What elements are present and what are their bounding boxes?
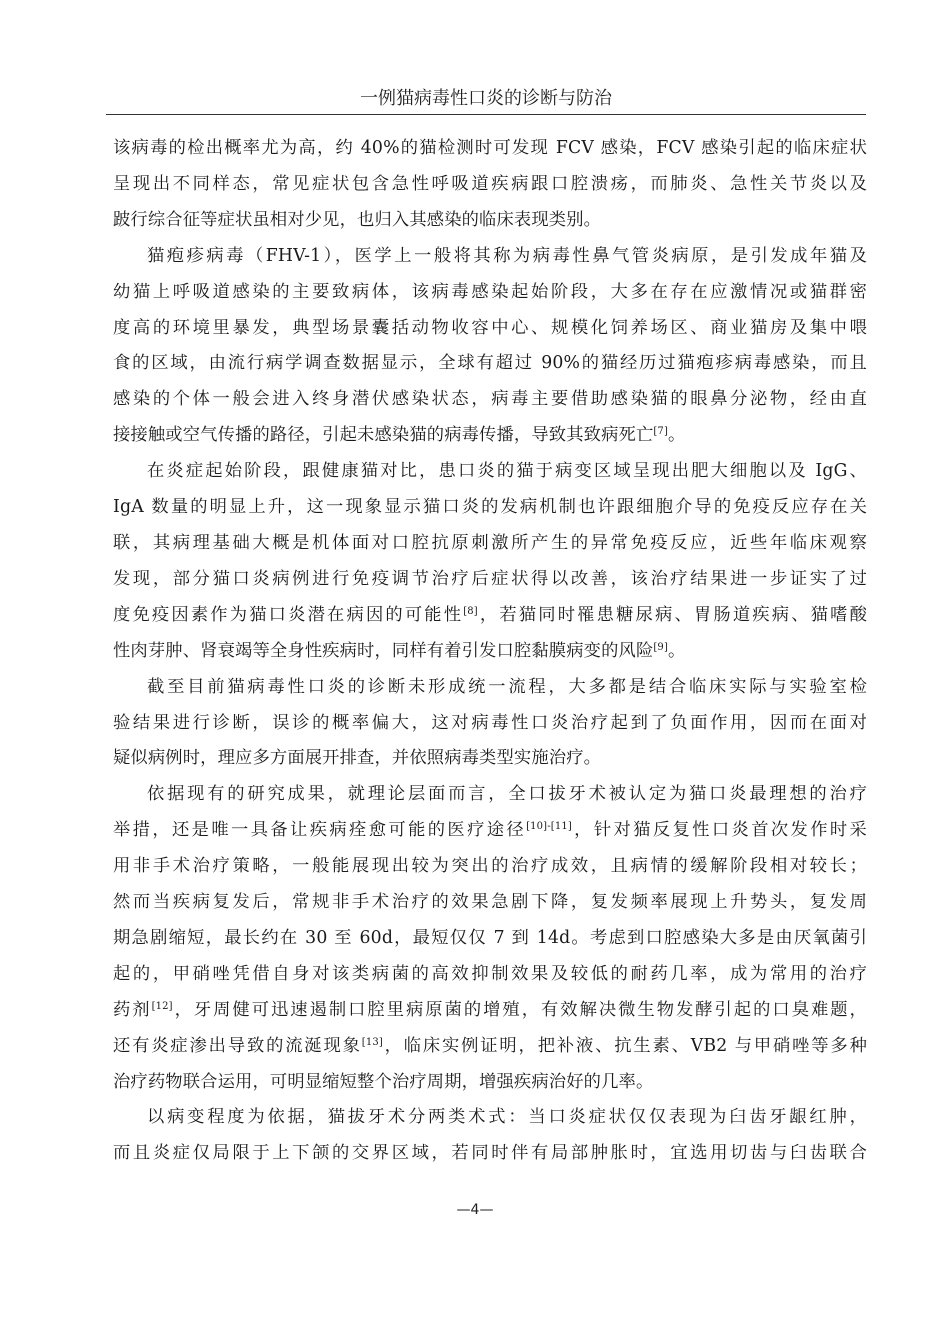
text-line: 接接触或空气传播的路径，引起未感染猫的病毒传播，导致其致病死亡[7]。 <box>113 425 686 446</box>
text-line: 猫疱疹病毒（FHV-1），医学上一般将其称为病毒性鼻气管炎病原，是引发成年猫及 <box>147 245 867 266</box>
text-line: 度高的环境里暴发，典型场景囊括动物收容中心、规模化饲养场区、商业猫房及集中喂 <box>113 317 867 338</box>
text-line: 期急剧缩短，最长约在 30 至 60d，最短仅仅 7 到 14d。考虑到口腔感染大多是由厌氧菌引 <box>113 927 867 948</box>
text-line: 还有炎症渗出导致的流涎现象[13]，临床实例证明，把补液、抗生素、VB2 与甲硝唑等多种 <box>113 1035 867 1056</box>
citation-10-11[interactable]: [10]-[11] <box>526 821 572 833</box>
text-line: 用非手术治疗策略，一般能展现出较为突出的治疗成效，且病情的缓解阶段相对较长； <box>113 856 867 877</box>
text-line: 度免疫因素作为猫口炎潜在病因的可能性[8]，若猫同时罹患糖尿病、胃肠道疾病、猫嗜酸 <box>113 604 867 625</box>
text-line: 跛行综合征等症状虽相对少见，也归入其感染的临床表现类别。 <box>113 209 602 230</box>
paragraph-immune-mechanism <box>113 454 867 669</box>
text-line: 幼猫上呼吸道感染的主要致病体，该病毒感染起始阶段，大多在存在应激情况或猫群密 <box>113 281 867 302</box>
header-divider <box>106 114 866 115</box>
text-line: 起的，甲硝唑凭借自身对该类病菌的高效抑制效果及较低的耐药几率，成为常用的治疗 <box>113 963 867 984</box>
text-line: 性肉芽肿、肾衰竭等全身性疾病时，同样有着引发口腔黏膜病变的风险[9]。 <box>113 640 686 661</box>
text-line: 食的区域，由流行病学调查数据显示，全球有超过 90%的猫经历过猫疱疹病毒感染，而且 <box>113 353 867 374</box>
page-number: —4— <box>456 1202 494 1218</box>
text-line: 而且炎症仅局限于上下颌的交界区域，若同时伴有局部肿胀时，宜选用切齿与臼齿联合 <box>113 1143 867 1164</box>
text-line: 呈现出不同样态，常见症状包含急性呼吸道疾病跟口腔溃疡，而肺炎、急性关节炎以及 <box>113 173 867 194</box>
text-line: 举措，还是唯一具备让疾病痊愈可能的医疗途径[10]-[11]，针对猫反复性口炎首次发作时采 <box>113 820 867 841</box>
text-line: 在炎症起始阶段，跟健康猫对比，患口炎的猫于病变区域呈现出肥大细胞以及 IgG、 <box>147 461 867 482</box>
text-line: 感染的个体一般会进入终身潜伏感染状态，病毒主要借助感染猫的眼鼻分泌物，经由直 <box>113 389 867 410</box>
text-line: 以病变程度为依据，猫拔牙术分两类术式：当口炎症状仅仅表现为臼齿牙龈红肿， <box>147 1107 867 1128</box>
citation-7[interactable]: [7] <box>653 426 668 438</box>
text-line: 发现，部分猫口炎病例进行免疫调节治疗后症状得以改善，该治疗结果进一步证实了过 <box>113 568 867 589</box>
paragraph-fcv-continuation <box>113 131 867 239</box>
text-line: 疑似病例时，理应多方面展开排查，并依照病毒类型实施治疗。 <box>113 748 602 769</box>
running-header-title: 一例猫病毒性口炎的诊断与防治 <box>360 88 612 109</box>
paragraph-diagnosis <box>113 670 867 778</box>
citation-12[interactable]: [12] <box>151 1000 173 1012</box>
text-line: 药剂[12]，牙周健可迅速遏制口腔里病原菌的增殖，有效解决微生物发酵引起的口臭难题， <box>113 999 867 1020</box>
text-line: 然而当疾病复发后，常规非手术治疗的效果急剧下降，复发频率展现上升势头，复发周 <box>113 892 867 913</box>
body-text <box>113 131 867 1172</box>
paragraph-treatment <box>113 777 867 1100</box>
text-line: 依据现有的研究成果，就理论层面而言，全口拔牙术被认定为猫口炎最理想的治疗 <box>147 784 867 805</box>
text-line: 截至目前猫病毒性口炎的诊断未形成统一流程，大多都是结合临床实际与实验室检 <box>147 676 867 697</box>
text-line: 治疗药物联合运用，可明显缩短整个治疗周期，增强疾病治好的几率。 <box>113 1071 654 1092</box>
citation-13[interactable]: [13] <box>361 1036 383 1048</box>
citation-9[interactable]: [9] <box>653 641 668 653</box>
text-line: IgA 数量的明显上升，这一现象显示猫口炎的发病机制也许跟细胞介导的免疫反应存在关 <box>113 497 867 518</box>
text-line: 验结果进行诊断，误诊的概率偏大，这对病毒性口炎治疗起到了负面作用，因而在面对 <box>113 712 867 733</box>
text-line: 该病毒的检出概率尤为高，约 40%的猫检测时可发现 FCV 感染，FCV 感染引起的临床症状 <box>113 138 867 158</box>
paragraph-fhv1 <box>113 239 867 454</box>
paragraph-extraction-types <box>113 1100 867 1172</box>
citation-8[interactable]: [8] <box>463 605 478 617</box>
text-line: 联，其病理基础大概是机体面对口腔抗原刺激所产生的异常免疫反应，近些年临床观察 <box>113 532 867 553</box>
